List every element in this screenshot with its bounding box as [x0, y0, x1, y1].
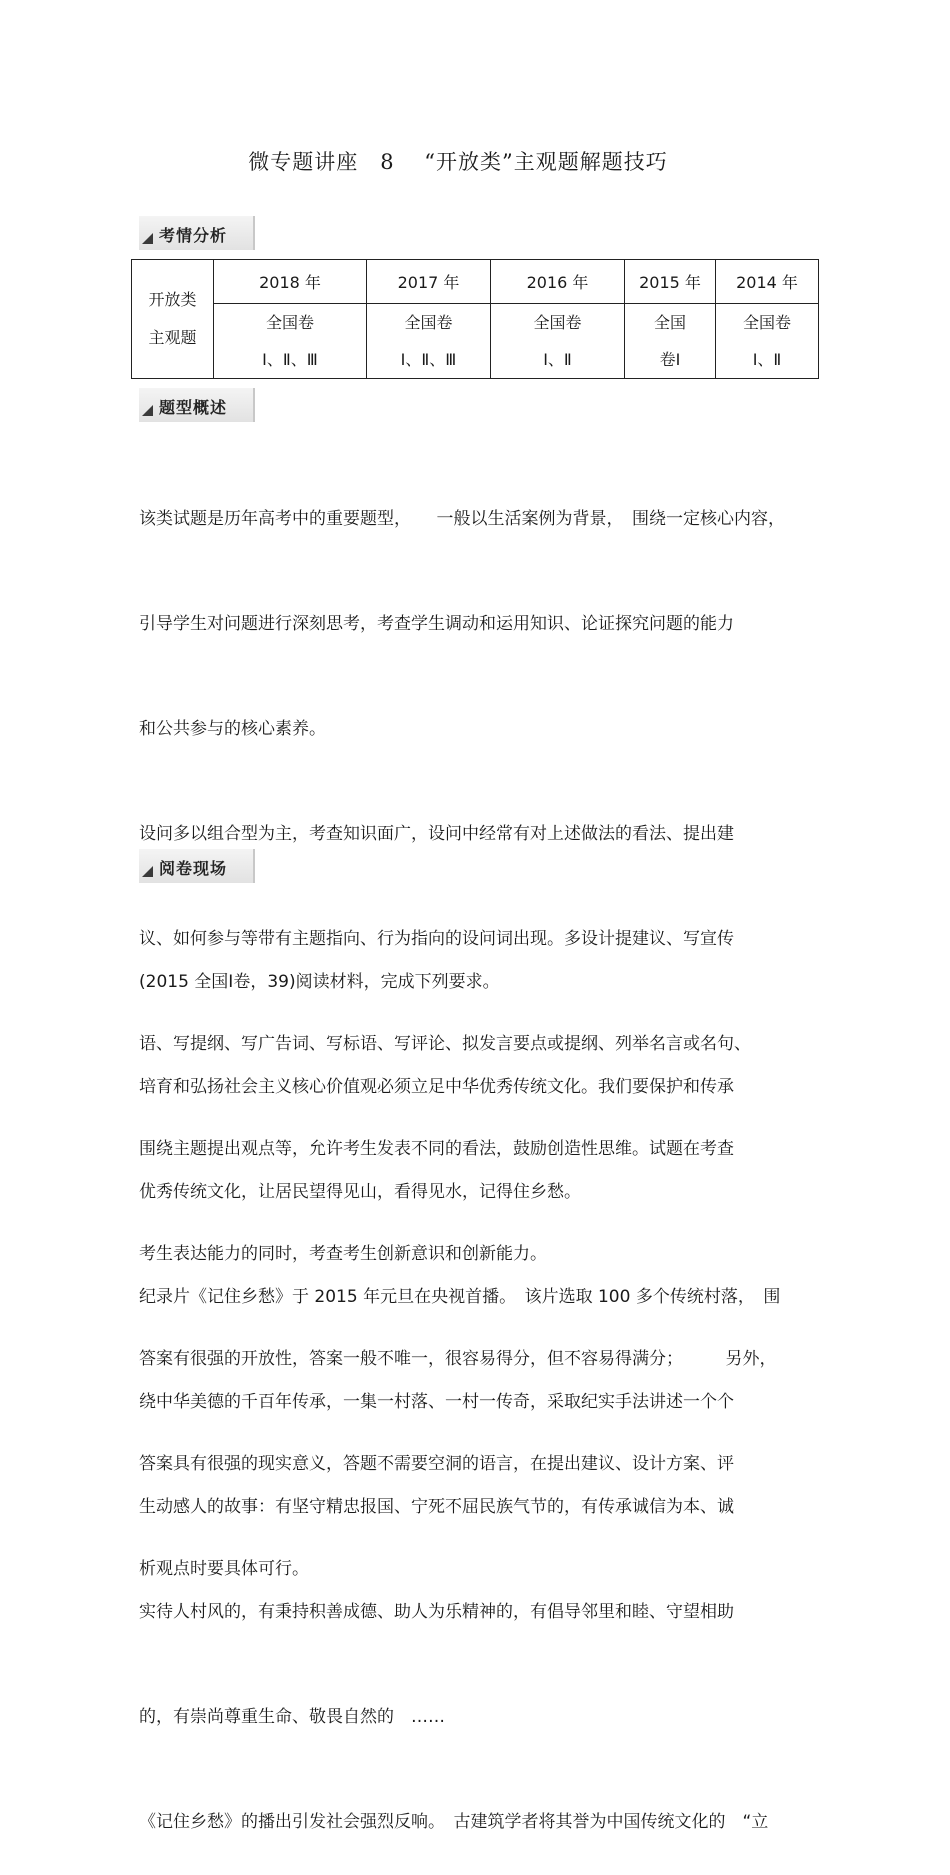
paper-cell	[491, 304, 625, 379]
triangle-icon	[142, 866, 153, 877]
year-cell: 2014 年	[716, 260, 819, 304]
text-line: 纪录片《记住乡愁》于 2015 年元旦在央视首播。 该片选取 100 多个传统村落， 围	[139, 1287, 781, 1307]
text-line: 引导学生对问题进行深刻思考，考查学生调动和运用知识、论证探究问题的能力	[139, 614, 734, 634]
triangle-icon	[142, 405, 153, 416]
scene-paragraphs	[139, 895, 780, 1875]
paper-cell	[716, 304, 819, 379]
exam-stats-table	[131, 259, 819, 379]
paper-line: 全国卷	[404, 313, 453, 332]
paper-cell	[625, 304, 716, 379]
text-line: 培育和弘扬社会主义核心价值观必须立足中华优秀传统文化。我们要保护和传承	[139, 1077, 734, 1097]
text-line: 优秀传统文化，让居民望得见山，看得见水，记得住乡愁。	[139, 1182, 581, 1202]
text-line: 绕中华美德的千百年传承，一集一村落、一村一传奇，采取纪实手法讲述一个个	[139, 1392, 734, 1412]
year-cell: 2015 年	[625, 260, 716, 304]
text-line: 答案有很强的开放性，答案一般不唯一，很容易得分，但不容易得满分； 另外，	[139, 1349, 777, 1369]
section-label: 题型概述	[159, 398, 228, 417]
section-tag-scene	[139, 849, 255, 883]
text-line: 析观点时要具体可行。	[139, 1559, 309, 1579]
text-line: 和公共参与的核心素养。	[139, 719, 326, 739]
paper-line: Ⅰ、Ⅱ、Ⅲ	[262, 350, 318, 369]
text-line: 语、写提纲、写广告词、写标语、写评论、拟发言要点或提纲、列举名言或名句、	[139, 1034, 751, 1054]
paper-cell	[367, 304, 491, 379]
text-line: 的，有崇尚尊重生命、敬畏自然的 ……	[139, 1707, 445, 1727]
text-line: 实待人村风的，有秉持积善成德、助人为乐精神的，有倡导邻里和睦、守望相助	[139, 1602, 734, 1622]
paper-cell	[214, 304, 367, 379]
paper-line: Ⅰ、Ⅱ	[543, 350, 572, 369]
text-line: 议、如何参与等带有主题指向、行为指向的设问词出现。多设计提建议、写宣传	[139, 929, 734, 949]
paper-line: 全国卷	[265, 313, 314, 332]
year-cell: 2018 年	[214, 260, 367, 304]
paper-line: 全国卷	[742, 313, 791, 332]
year-cell: 2016 年	[491, 260, 625, 304]
text-line: 生动感人的故事：有坚守精忠报国、宁死不屈民族气节的，有传承诚信为本、诚	[139, 1497, 734, 1517]
year-cell: 2017 年	[367, 260, 491, 304]
text-line: 设问多以组合型为主，考查知识面广，设问中经常有对上述做法的看法、提出建	[139, 824, 734, 844]
paper-line: 卷Ⅰ	[659, 350, 681, 369]
text-line: (2015 全国Ⅰ卷，39)阅读材料，完成下列要求。	[139, 972, 500, 992]
text-line: 该类试题是历年高考中的重要题型， 一般以生活案例为背景， 围绕一定核心内容，	[139, 509, 785, 529]
section-label: 考情分析	[159, 226, 228, 245]
section-tag-analysis	[139, 216, 255, 250]
row-header-line: 开放类	[148, 290, 197, 309]
paper-line: 全国卷	[533, 313, 582, 332]
triangle-icon	[142, 233, 153, 244]
paper-line: Ⅰ、Ⅱ	[752, 350, 782, 369]
row-header-cell	[132, 260, 214, 379]
text-line: 围绕主题提出观点等，允许考生发表不同的看法，鼓励创造性思维。试题在考查	[139, 1139, 734, 1159]
section-tag-overview	[139, 388, 255, 422]
text-line: 《记住乡愁》的播出引发社会强烈反响。 古建筑学者将其誉为中国传统文化的 “立	[139, 1812, 769, 1832]
row-header-line: 主观题	[148, 328, 197, 347]
paper-line: Ⅰ、Ⅱ、Ⅲ	[400, 350, 457, 369]
paper-line: 全国	[653, 313, 686, 332]
text-line: 考生表达能力的同时，考查考生创新意识和创新能力。	[139, 1244, 547, 1264]
page-title: 微专题讲座 8 “开放类”主观题解题技巧	[248, 150, 668, 174]
text-line: 答案具有很强的现实意义，答题不需要空洞的语言，在提出建议、设计方案、评	[139, 1454, 734, 1474]
section-label: 阅卷现场	[159, 859, 228, 878]
